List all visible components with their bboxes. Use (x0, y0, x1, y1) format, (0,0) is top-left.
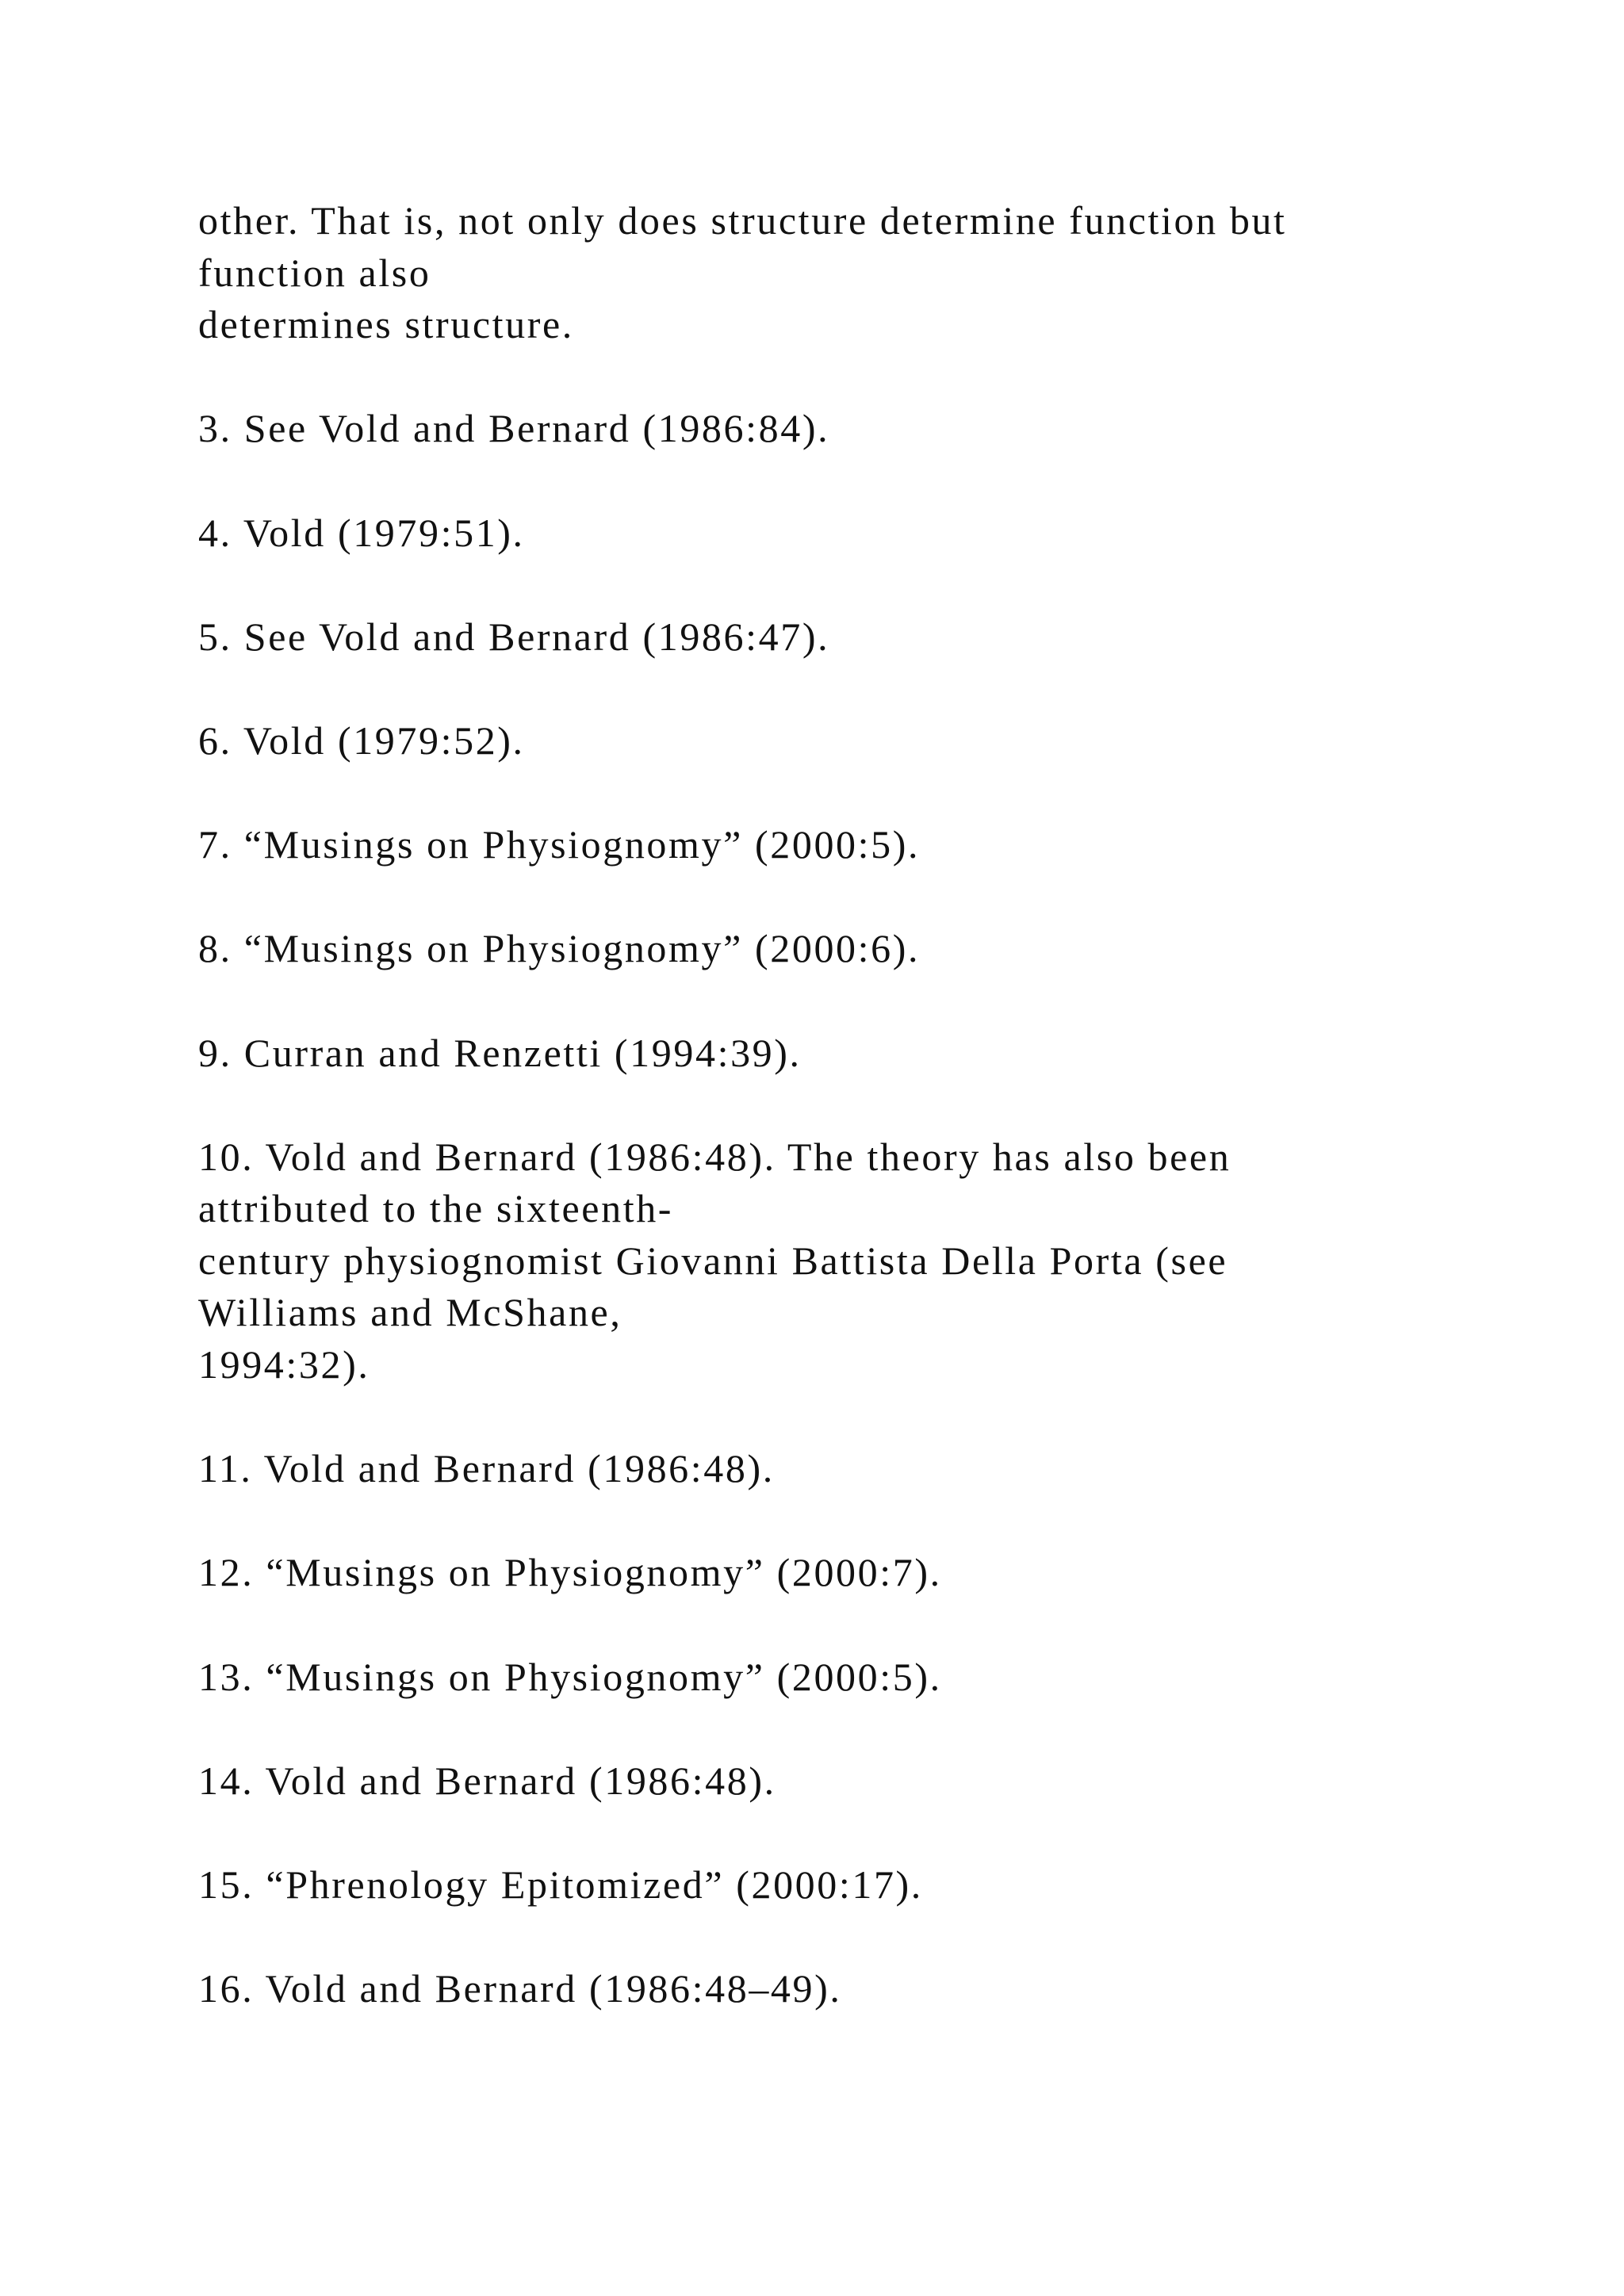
blank-line (198, 663, 1467, 715)
endnote-4 (198, 507, 1467, 560)
endnote-6 (198, 715, 1467, 767)
text-line: function also (198, 250, 431, 295)
endnote-7 (198, 819, 1467, 871)
blank-line (198, 975, 1467, 1027)
blank-line (198, 767, 1467, 820)
blank-line (198, 1495, 1467, 1548)
text-line: 4. Vold (1979:51). (198, 510, 525, 555)
endnote-12 (198, 1547, 1467, 1599)
blank-line (198, 559, 1467, 611)
endnote-9 (198, 1027, 1467, 1080)
blank-line (198, 871, 1467, 924)
text-line: determines structure. (198, 302, 574, 347)
blank-line (198, 1079, 1467, 1131)
text-line: 10. Vold and Bernard (1986:48). The theory has also been (198, 1134, 1231, 1179)
endnote-14 (198, 1755, 1467, 1808)
document-text (198, 195, 1467, 2015)
endnote-5 (198, 611, 1467, 664)
endnote-10 (198, 1131, 1467, 1391)
text-line: 9. Curran and Renzetti (1994:39). (198, 1030, 802, 1075)
text-line: 5. See Vold and Bernard (1986:47). (198, 614, 830, 659)
text-line: other. That is, not only does structure determine function but (198, 198, 1287, 243)
text-line: 6. Vold (1979:52). (198, 718, 525, 763)
text-line: 1994:32). (198, 1342, 370, 1387)
endnote-15 (198, 1859, 1467, 1911)
text-line: 14. Vold and Bernard (1986:48). (198, 1758, 776, 1803)
blank-line (198, 1911, 1467, 1964)
blank-line (198, 1807, 1467, 1859)
text-line: 7. “Musings on Physiognomy” (2000:5). (198, 822, 921, 867)
text-line: 12. “Musings on Physiognomy” (2000:7). (198, 1550, 942, 1595)
endnote-13 (198, 1651, 1467, 1704)
text-line: 11. Vold and Bernard (1986:48). (198, 1446, 775, 1491)
text-line: 16. Vold and Bernard (1986:48–49). (198, 1966, 842, 2011)
endnote-8 (198, 923, 1467, 975)
blank-line (198, 455, 1467, 507)
text-line: attributed to the sixteenth- (198, 1186, 674, 1231)
text-line: 13. “Musings on Physiognomy” (2000:5). (198, 1654, 942, 1699)
blank-line (198, 351, 1467, 404)
text-line: 15. “Phrenology Epitomized” (2000:17). (198, 1862, 923, 1907)
endnote-16 (198, 1963, 1467, 2015)
text-line: century physiognomist Giovanni Battista Della Porta (see (198, 1238, 1228, 1283)
blank-line (198, 1391, 1467, 1444)
continuation-paragraph (198, 195, 1467, 351)
endnote-11 (198, 1443, 1467, 1495)
text-line: 8. “Musings on Physiognomy” (2000:6). (198, 926, 921, 971)
text-line: Williams and McShane, (198, 1290, 622, 1335)
blank-line (198, 1703, 1467, 1755)
text-line: 3. See Vold and Bernard (1986:84). (198, 406, 830, 451)
blank-line (198, 1599, 1467, 1651)
endnote-3 (198, 403, 1467, 455)
